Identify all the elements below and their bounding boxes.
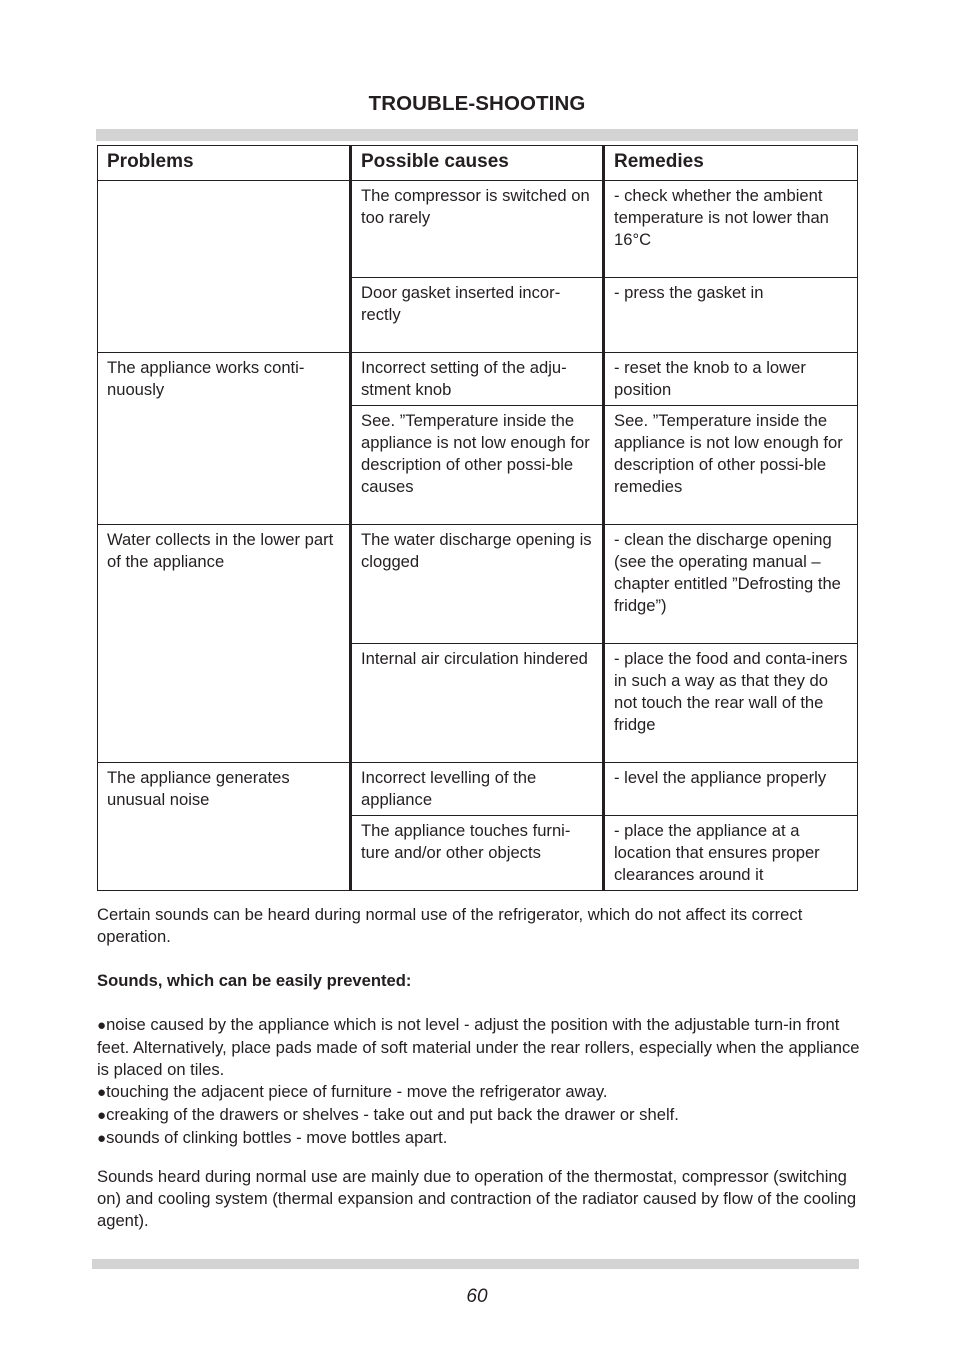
- list-item-text: creaking of the drawers or shelves - take out and put back the drawer or shelf.: [106, 1105, 679, 1124]
- top-divider-bar: [96, 129, 858, 141]
- header-remedies: Remedies: [604, 146, 858, 181]
- list-item: [97, 1127, 861, 1150]
- problem-cell: [98, 181, 351, 353]
- table-row: [98, 353, 858, 406]
- bottom-divider-bar: [92, 1259, 859, 1269]
- normal-sounds-note: Certain sounds can be heard during normal use of the refrigerator, which do not affect its correct operation.: [97, 905, 803, 946]
- normal-use-sounds-paragraph: Sounds heard during normal use are mainly due to operation of the thermostat, compressor (switching on) and cooling system (thermal expansion and contraction of the radiator caused by flow of the cooling agent).: [97, 1167, 857, 1230]
- problem-cell: The appliance works conti-nuously: [98, 353, 351, 525]
- cause-cell: Incorrect setting of the adju-stment knob: [351, 353, 604, 406]
- list-item: [97, 1014, 861, 1081]
- problem-cell: The appliance generates unusual noise: [98, 763, 351, 891]
- cause-cell: The compressor is switched on too rarely: [351, 181, 604, 278]
- remedy-cell: - check whether the ambient temperature is not lower than 16°C: [604, 181, 858, 278]
- cause-cell: Internal air circulation hindered: [351, 644, 604, 763]
- bullet-icon: ●: [97, 1107, 107, 1124]
- remedy-cell: See. ”Temperature inside the appliance is not low enough for description of other possi-ble remedies: [604, 406, 858, 525]
- cause-cell: The water discharge opening is clogged: [351, 525, 604, 644]
- remedy-cell: - press the gasket in: [604, 278, 858, 353]
- page-number: 60: [466, 1286, 488, 1307]
- list-item: [97, 1081, 861, 1104]
- header-problems: Problems: [98, 146, 351, 181]
- cause-cell: Incorrect levelling of the appliance: [351, 763, 604, 816]
- remedy-cell: - level the appliance properly: [604, 763, 858, 816]
- preventable-sounds-heading: Sounds, which can be easily prevented:: [97, 971, 412, 990]
- table-row: [98, 525, 858, 644]
- preventable-sounds-list: [97, 1014, 861, 1150]
- table-row: [98, 763, 858, 816]
- cause-cell: See. ”Temperature inside the appliance is not low enough for description of other possi-ble causes: [351, 406, 604, 525]
- bullet-icon: ●: [97, 1130, 107, 1147]
- remedy-cell: - clean the discharge opening (see the operating manual – chapter entitled ”Defrosting the fridge”): [604, 525, 858, 644]
- header-possible-causes: Possible causes: [351, 146, 604, 181]
- table-header-row: [98, 146, 858, 181]
- list-item-text: noise caused by the appliance which is not level - adjust the position with the adjustable turn-in front feet. Alternatively, place pads made of soft material under the rear rollers, especially when the appliance is placed on tiles.: [97, 1015, 860, 1079]
- bullet-icon: ●: [97, 1084, 107, 1101]
- list-item-text: touching the adjacent piece of furniture - move the refrigerator away.: [106, 1082, 608, 1101]
- remedy-cell: - reset the knob to a lower position: [604, 353, 858, 406]
- problem-cell: Water collects in the lower part of the appliance: [98, 525, 351, 763]
- remedy-cell: - place the appliance at a location that ensures proper clearances around it: [604, 816, 858, 891]
- cause-cell: The appliance touches furni-ture and/or other objects: [351, 816, 604, 891]
- list-item: [97, 1104, 861, 1127]
- list-item-text: sounds of clinking bottles - move bottles apart.: [106, 1128, 448, 1147]
- troubleshooting-table: [97, 145, 858, 891]
- bullet-icon: ●: [97, 1017, 107, 1034]
- remedy-cell: - place the food and conta-iners in such a way as that they do not touch the rear wall of the fridge: [604, 644, 858, 763]
- cause-cell: Door gasket inserted incor-rectly: [351, 278, 604, 353]
- page-title: TROUBLE-SHOOTING: [368, 92, 586, 115]
- table-row: [98, 181, 858, 278]
